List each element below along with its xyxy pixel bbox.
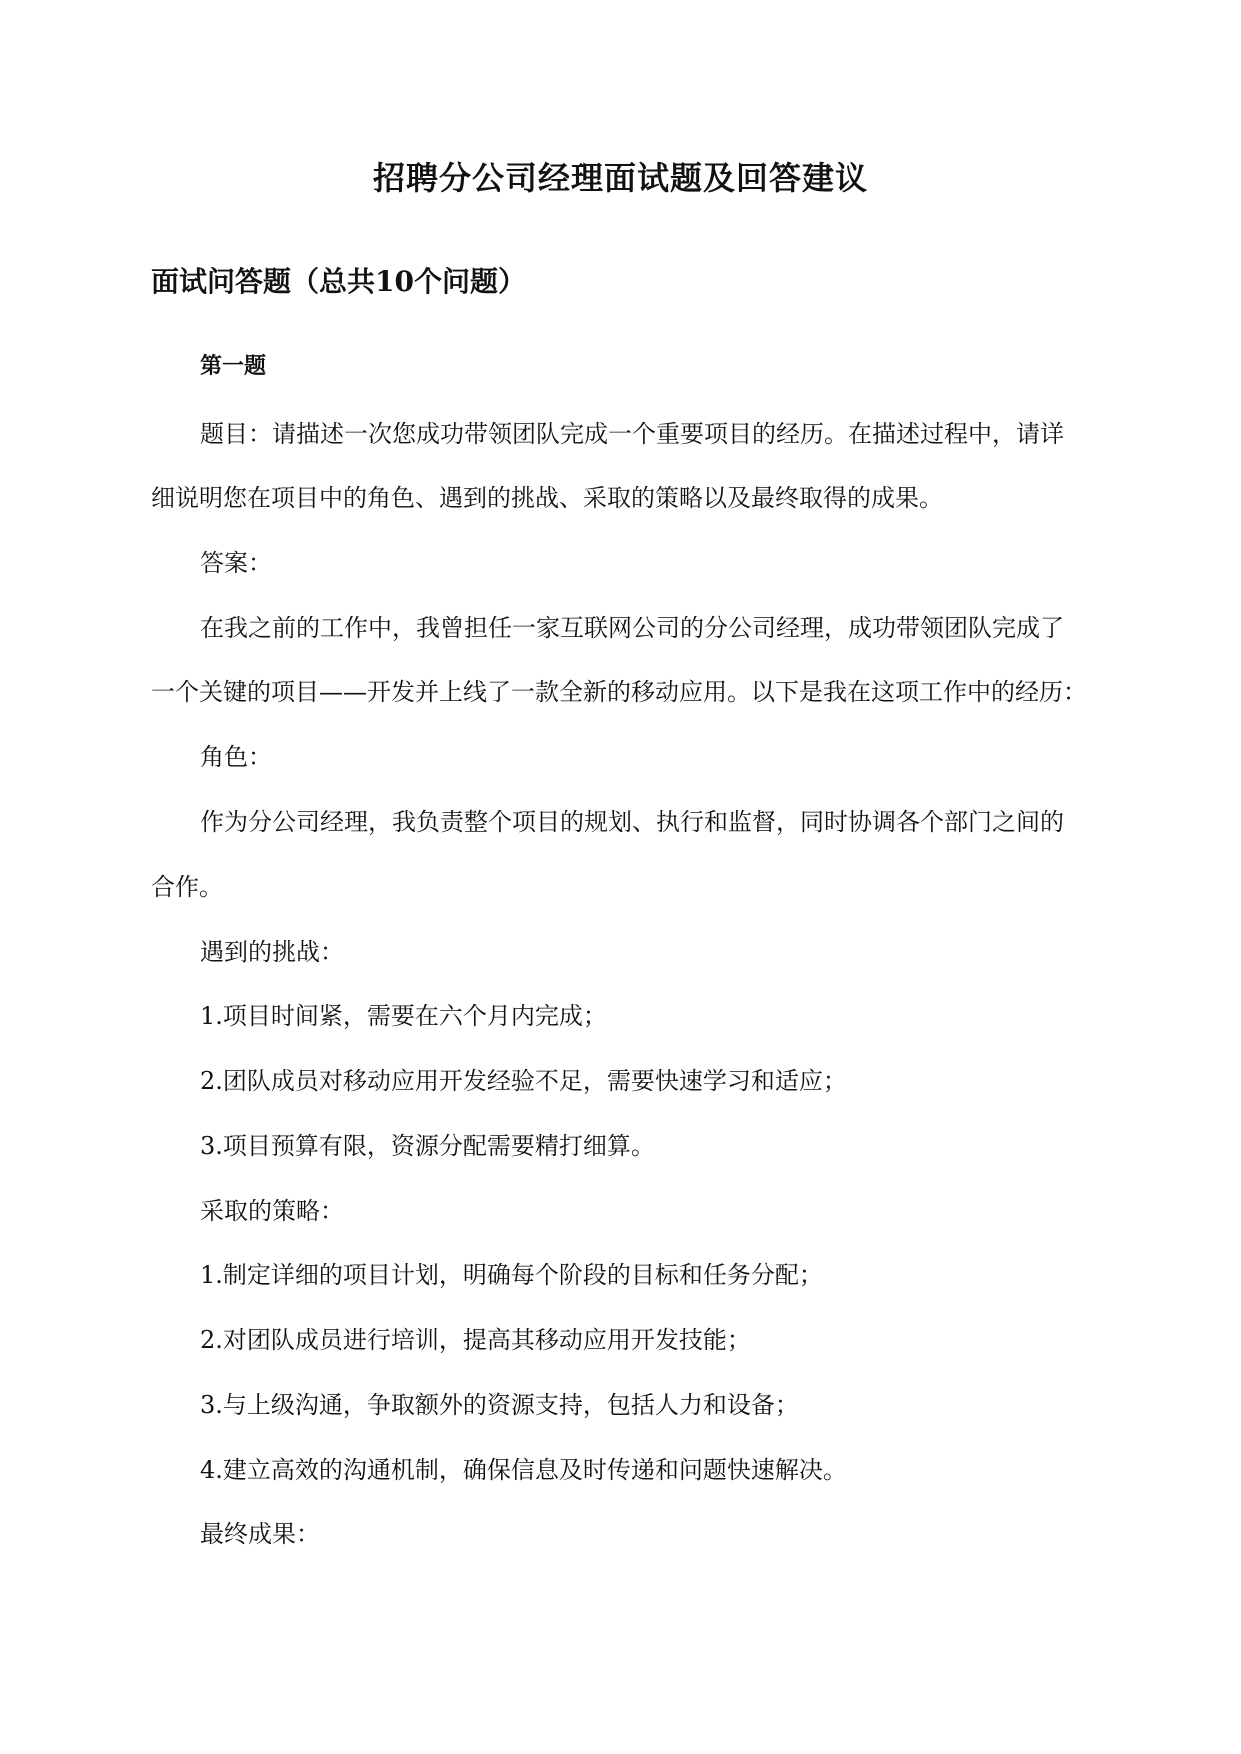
paragraph-line: 最终成果： (200, 1520, 320, 1548)
list-item: 1.制定详细的项目计划，明确每个阶段的目标和任务分配； (200, 1261, 823, 1289)
list-item: 2.团队成员对移动应用开发经验不足，需要快速学习和适应； (200, 1067, 847, 1095)
list-item: 1.项目时间紧，需要在六个月内完成； (200, 1002, 607, 1030)
question-label: 第一题 (200, 353, 267, 379)
list-item: 2.对团队成员进行培训，提高其移动应用开发技能； (200, 1326, 751, 1354)
paragraph-line: 作为分公司经理，我负责整个项目的规划、执行和监督，同时协调各个部门之间的 (200, 808, 1064, 836)
list-item: 4.建立高效的沟通机制，确保信息及时传递和问题快速解决。 (200, 1456, 847, 1484)
list-item: 3.与上级沟通，争取额外的资源支持，包括人力和设备； (200, 1391, 799, 1419)
paragraph-line: 合作。 (151, 873, 223, 901)
document-title: 招聘分公司经理面试题及回答建议 (372, 159, 868, 197)
list-item: 3.项目预算有限，资源分配需要精打细算。 (200, 1132, 655, 1160)
paragraph-line: 题目：请描述一次您成功带领团队完成一个重要项目的经历。在描述过程中，请详 (200, 420, 1064, 448)
section-heading: 面试问答题（总共10个问题） (151, 265, 526, 298)
paragraph-line: 遇到的挑战： (200, 938, 344, 966)
paragraph-line: 一个关键的项目——开发并上线了一款全新的移动应用。以下是我在这项工作中的经历： (151, 678, 1087, 706)
paragraph-line: 细说明您在项目中的角色、遇到的挑战、采取的策略以及最终取得的成果。 (151, 484, 943, 512)
paragraph-line: 在我之前的工作中，我曾担任一家互联网公司的分公司经理，成功带领团队完成了 (200, 614, 1064, 642)
paragraph-line: 采取的策略： (200, 1197, 344, 1225)
paragraph-line: 答案： (200, 549, 272, 577)
paragraph-line: 角色： (200, 743, 272, 771)
